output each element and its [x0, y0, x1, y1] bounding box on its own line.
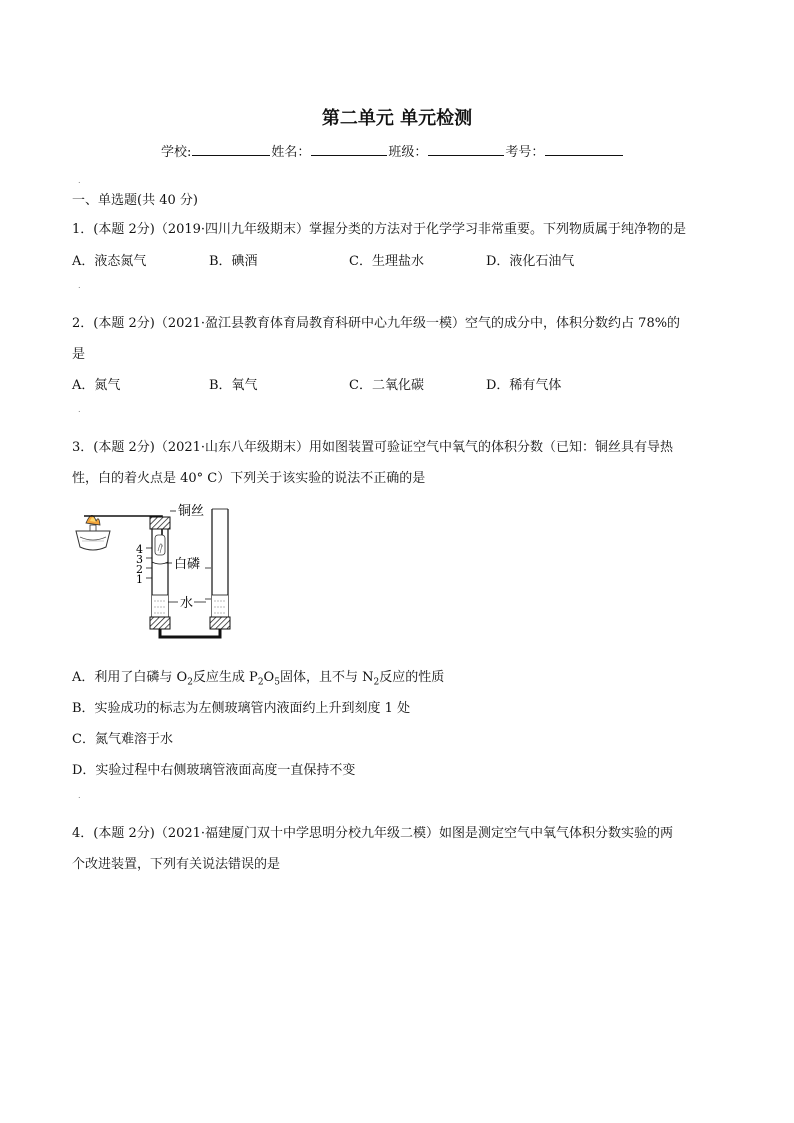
spacer-mark: . [78, 405, 81, 414]
question-4-line-1: 4．(本题 2分)（2021·福建厦门双十中学思明分校九年级二模）如图是测定空气中氧气体积分数实验的两 [72, 826, 674, 841]
q1-option-a[interactable]: A．液态氮气 [72, 254, 147, 269]
school-label: 学校: [161, 145, 192, 160]
page-title: 第二单元 单元检测 [321, 108, 473, 129]
spacer-mark: . [78, 791, 81, 800]
number-blank[interactable] [545, 143, 623, 156]
q3-option-a-sub: 2 [373, 677, 380, 688]
q1-option-d[interactable]: D．液化石油气 [486, 254, 575, 269]
scale-mark-4: 4 [136, 543, 143, 556]
q3-option-a-sub: 2 [187, 677, 193, 688]
question-1-text: 1．(本题 2分)（2019·四川九年级期末）掌握分类的方法对于化学学习非常重要。下列物质属于纯净物的是 [72, 222, 687, 237]
question-2-line-2: 是 [72, 347, 86, 362]
question-4-line-2: 个改进装置，下列有关说法错误的是 [72, 857, 281, 872]
q3-option-a-part: A．利用了白磷与 O [72, 670, 188, 685]
name-blank[interactable] [311, 143, 387, 156]
school-blank[interactable] [192, 143, 270, 156]
q3-option-a-sub: 5 [274, 677, 280, 688]
q1-option-c[interactable]: C．生理盐水 [349, 254, 424, 269]
question-3-line-2: 性，白的着火点是 40° C）下列关于该实验的说法不正确的是 [72, 471, 426, 486]
class-blank[interactable] [428, 143, 504, 156]
section-heading: 一、单选题(共 40 分) [72, 193, 198, 208]
q2-option-d[interactable]: D．稀有气体 [486, 378, 562, 393]
spacer-mark: . [78, 176, 81, 185]
label-copper-wire: 铜丝 [178, 504, 205, 519]
name-label: 姓名： [271, 145, 311, 160]
experiment-apparatus-figure [66, 495, 246, 645]
q3-option-a-part: 固体，且不与 N [279, 670, 374, 685]
q3-option-d[interactable]: D．实验过程中右侧玻璃管液面高度一直保持不变 [72, 763, 356, 778]
label-water: 水 [180, 596, 194, 611]
q3-option-b[interactable]: B．实验成功的标志为左侧玻璃管内液面约上升到刻度 1 处 [72, 701, 411, 716]
question-3-line-1: 3．(本题 2分)（2021·山东八年级期末）用如图装置可验证空气中氧气的体积分数（已知：铜丝具有导热 [72, 440, 674, 455]
spacer-mark: . [78, 281, 81, 290]
number-label: 考号： [505, 145, 545, 160]
q3-option-a-part: 反应生成 P [192, 670, 258, 685]
right-glass-tube [205, 509, 230, 629]
q3-option-a-sub: 2 [257, 677, 264, 688]
class-label: 班级： [388, 145, 428, 160]
q3-option-a[interactable] [72, 666, 444, 688]
left-glass-tube [150, 517, 170, 629]
volume-scale [136, 543, 152, 586]
q1-option-b[interactable]: B．碘酒 [209, 254, 258, 269]
alcohol-lamp-icon [76, 515, 110, 550]
connecting-rubber-tube [160, 629, 220, 637]
scale-mark-2: 2 [136, 563, 143, 576]
q3-option-a-part: O [263, 670, 275, 685]
label-white-phosphorus: 白磷 [174, 557, 201, 572]
q3-option-a-part: 反应的性质 [379, 670, 445, 685]
scale-mark-3: 3 [136, 553, 143, 566]
scale-mark-1: 1 [136, 573, 143, 586]
q2-option-a[interactable]: A．氮气 [72, 378, 121, 393]
question-2-line-1: 2．(本题 2分)（2021·盈江县教育体育局教育科研中心九年级一模）空气的成分中，体积分数约占 78%的 [72, 316, 681, 331]
q3-option-c[interactable]: C．氮气难溶于水 [72, 732, 173, 747]
student-info-line [161, 141, 624, 160]
q2-option-b[interactable]: B．氧气 [209, 378, 258, 393]
q2-option-c[interactable]: C．二氧化碳 [349, 378, 424, 393]
